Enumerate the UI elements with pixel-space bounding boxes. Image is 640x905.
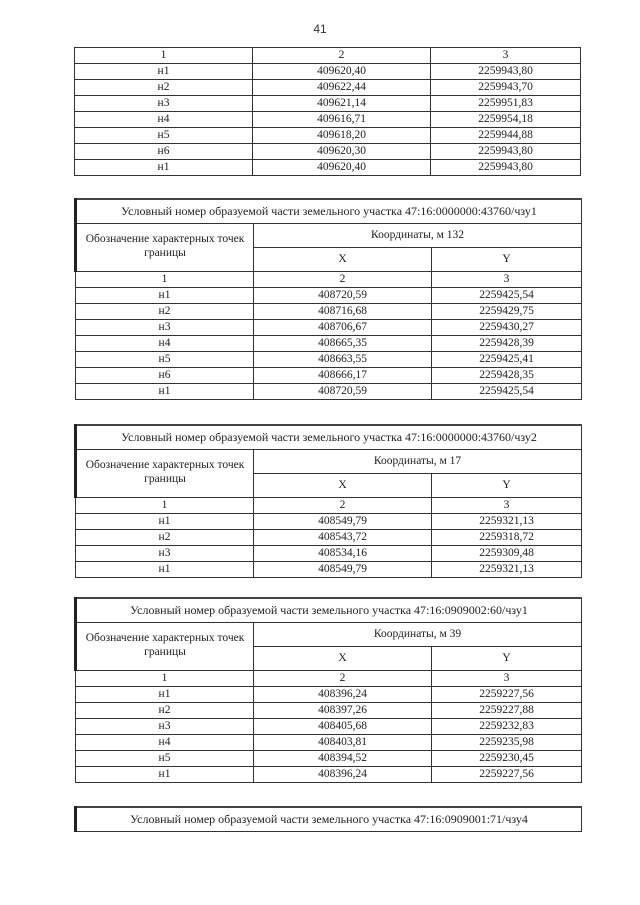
y-header: Y bbox=[432, 647, 582, 671]
table-row bbox=[75, 112, 581, 128]
point-name: н3 bbox=[75, 96, 253, 112]
table-title: Условный номер образуемой части земельного участка 47:16:0000000:43760/чзу1 bbox=[76, 199, 582, 224]
coordinates-table bbox=[74, 597, 582, 783]
x-value: 408549,79 bbox=[254, 562, 432, 578]
column-number: 1 bbox=[76, 498, 254, 514]
table-row bbox=[76, 514, 582, 530]
column-number: 2 bbox=[254, 498, 432, 514]
table-title: Условный номер образуемой части земельного участка 47:16:0000000:43760/чзу2 bbox=[76, 425, 582, 450]
y-value: 2259235,98 bbox=[432, 735, 582, 751]
x-value: 409620,40 bbox=[253, 64, 431, 80]
table-row bbox=[76, 735, 582, 751]
x-header: X bbox=[254, 474, 432, 498]
point-label-header: Обозначение характерных точек границы bbox=[76, 623, 254, 671]
point-name: н1 bbox=[76, 687, 254, 703]
column-number: 1 bbox=[75, 48, 253, 64]
y-header: Y bbox=[432, 474, 582, 498]
x-value: 409622,44 bbox=[253, 80, 431, 96]
table-row bbox=[76, 719, 582, 735]
x-value: 408403,81 bbox=[254, 735, 432, 751]
x-value: 408405,68 bbox=[254, 719, 432, 735]
point-name: н4 bbox=[76, 735, 254, 751]
y-value: 2259430,27 bbox=[432, 320, 582, 336]
x-value: 408720,59 bbox=[254, 384, 432, 400]
x-value: 409620,40 bbox=[253, 160, 431, 176]
y-value: 2259425,54 bbox=[432, 384, 582, 400]
table-row bbox=[76, 336, 582, 352]
table-row bbox=[76, 767, 582, 783]
table-row bbox=[76, 304, 582, 320]
coordinates-header: Координаты, м 132 bbox=[254, 224, 582, 248]
table-row bbox=[76, 368, 582, 384]
table-row bbox=[75, 80, 581, 96]
y-value: 2259951,83 bbox=[431, 96, 581, 112]
y-header: Y bbox=[432, 248, 582, 272]
point-name: н1 bbox=[76, 288, 254, 304]
x-value: 408534,16 bbox=[254, 546, 432, 562]
table-row bbox=[76, 687, 582, 703]
point-name: н1 bbox=[75, 160, 253, 176]
table-row bbox=[76, 384, 582, 400]
x-value: 408396,24 bbox=[254, 767, 432, 783]
x-value: 409616,71 bbox=[253, 112, 431, 128]
column-number: 3 bbox=[432, 272, 582, 288]
y-value: 2259309,48 bbox=[432, 546, 582, 562]
point-name: н6 bbox=[75, 144, 253, 160]
x-value: 408720,59 bbox=[254, 288, 432, 304]
table-row bbox=[75, 64, 581, 80]
column-number: 2 bbox=[254, 671, 432, 687]
x-value: 408716,68 bbox=[254, 304, 432, 320]
y-value: 2259425,41 bbox=[432, 352, 582, 368]
y-value: 2259943,70 bbox=[431, 80, 581, 96]
coordinates-table bbox=[74, 47, 581, 176]
y-value: 2259318,72 bbox=[432, 530, 582, 546]
page-number: 41 bbox=[313, 22, 327, 36]
table-row bbox=[75, 128, 581, 144]
y-value: 2259232,83 bbox=[432, 719, 582, 735]
table-row bbox=[76, 288, 582, 304]
y-value: 2259428,39 bbox=[432, 336, 582, 352]
column-number: 1 bbox=[76, 272, 254, 288]
table-title: Условный номер образуемой части земельного участка 47:16:0909002:60/чзу1 bbox=[76, 598, 582, 623]
column-number-row bbox=[76, 498, 582, 514]
y-value: 2259429,75 bbox=[432, 304, 582, 320]
point-name: н5 bbox=[76, 352, 254, 368]
coordinates-table bbox=[74, 198, 582, 400]
coordinates-header: Координаты, м 17 bbox=[254, 450, 582, 474]
y-value: 2259227,56 bbox=[432, 687, 582, 703]
column-number: 2 bbox=[254, 272, 432, 288]
point-name: н2 bbox=[75, 80, 253, 96]
column-number: 2 bbox=[253, 48, 431, 64]
x-header: X bbox=[254, 647, 432, 671]
x-value: 409620,30 bbox=[253, 144, 431, 160]
column-number: 3 bbox=[431, 48, 581, 64]
y-value: 2259943,80 bbox=[431, 64, 581, 80]
column-number-row bbox=[76, 671, 582, 687]
x-value: 409621,14 bbox=[253, 96, 431, 112]
x-value: 408549,79 bbox=[254, 514, 432, 530]
point-name: н3 bbox=[76, 320, 254, 336]
y-value: 2259428,35 bbox=[432, 368, 582, 384]
y-value: 2259227,56 bbox=[432, 767, 582, 783]
y-value: 2259425,54 bbox=[432, 288, 582, 304]
column-number: 3 bbox=[432, 498, 582, 514]
coordinates-table bbox=[74, 806, 582, 832]
table-row bbox=[76, 546, 582, 562]
table-row bbox=[76, 320, 582, 336]
column-number-row bbox=[75, 48, 581, 64]
x-value: 408666,17 bbox=[254, 368, 432, 384]
table-row bbox=[76, 751, 582, 767]
table-row bbox=[75, 160, 581, 176]
column-number-row bbox=[76, 272, 582, 288]
table-title: Условный номер образуемой части земельного участка 47:16:0909001:71/чзу4 bbox=[76, 807, 582, 832]
point-name: н4 bbox=[75, 112, 253, 128]
y-value: 2259321,13 bbox=[432, 562, 582, 578]
y-value: 2259943,80 bbox=[431, 144, 581, 160]
point-label-header: Обозначение характерных точек границы bbox=[76, 450, 254, 498]
x-header: X bbox=[254, 248, 432, 272]
y-value: 2259954,18 bbox=[431, 112, 581, 128]
y-value: 2259943,80 bbox=[431, 160, 581, 176]
x-value: 408396,24 bbox=[254, 687, 432, 703]
point-name: н1 bbox=[76, 562, 254, 578]
x-value: 408397,26 bbox=[254, 703, 432, 719]
coordinates-table bbox=[74, 424, 582, 578]
table-row bbox=[75, 96, 581, 112]
y-value: 2259944,88 bbox=[431, 128, 581, 144]
table-row bbox=[76, 703, 582, 719]
column-number: 1 bbox=[76, 671, 254, 687]
point-name: н6 bbox=[76, 368, 254, 384]
y-value: 2259230,45 bbox=[432, 751, 582, 767]
point-label-header: Обозначение характерных точек границы bbox=[76, 224, 254, 272]
coordinates-header: Координаты, м 39 bbox=[254, 623, 582, 647]
point-name: н5 bbox=[76, 751, 254, 767]
table-row bbox=[76, 352, 582, 368]
table-row bbox=[76, 530, 582, 546]
x-value: 408665,35 bbox=[254, 336, 432, 352]
point-name: н1 bbox=[76, 384, 254, 400]
point-name: н2 bbox=[76, 703, 254, 719]
x-value: 408663,55 bbox=[254, 352, 432, 368]
point-name: н2 bbox=[76, 304, 254, 320]
y-value: 2259321,13 bbox=[432, 514, 582, 530]
point-name: н4 bbox=[76, 336, 254, 352]
point-name: н5 bbox=[75, 128, 253, 144]
x-value: 409618,20 bbox=[253, 128, 431, 144]
x-value: 408394,52 bbox=[254, 751, 432, 767]
point-name: н2 bbox=[76, 530, 254, 546]
column-number: 3 bbox=[432, 671, 582, 687]
point-name: н3 bbox=[76, 719, 254, 735]
point-name: н3 bbox=[76, 546, 254, 562]
point-name: н1 bbox=[76, 767, 254, 783]
point-name: н1 bbox=[75, 64, 253, 80]
point-name: н1 bbox=[76, 514, 254, 530]
y-value: 2259227,88 bbox=[432, 703, 582, 719]
table-row bbox=[76, 562, 582, 578]
x-value: 408706,67 bbox=[254, 320, 432, 336]
x-value: 408543,72 bbox=[254, 530, 432, 546]
table-row bbox=[75, 144, 581, 160]
